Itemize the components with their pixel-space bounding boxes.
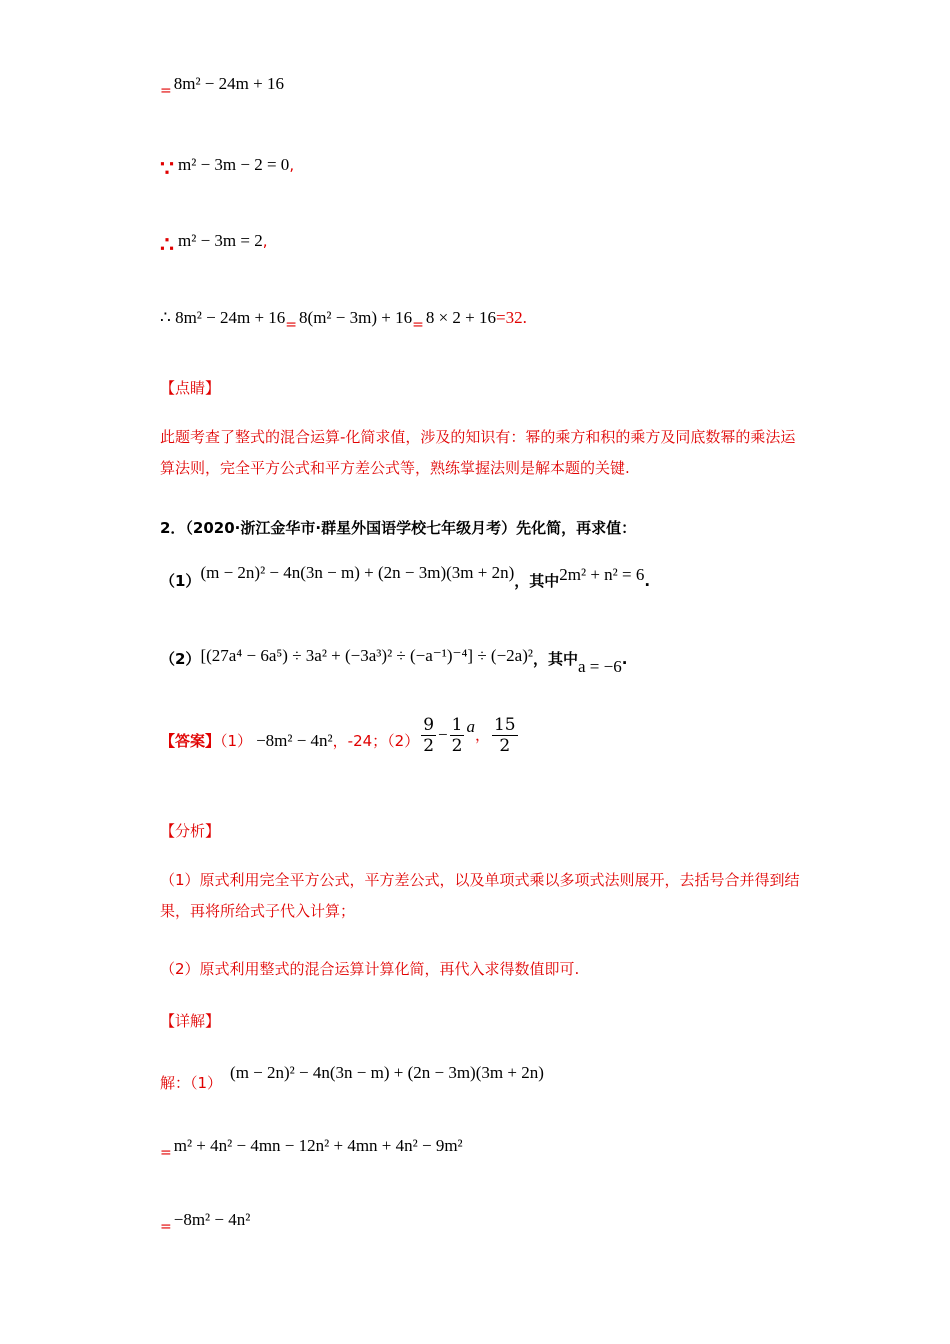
fraction-nine-halves — [421, 715, 436, 756]
equals-sign: = — [160, 1219, 172, 1235]
math-expression: ∴ 8m² − 24m + 16 — [160, 308, 286, 327]
detail-step-2 — [160, 1210, 251, 1235]
therefore-symbol: ∴ — [160, 232, 174, 258]
step-line-4 — [160, 308, 527, 333]
math-expression: 8m² − 24m + 16 — [173, 74, 284, 93]
denominator: 2 — [423, 736, 435, 756]
variable-a: a — [466, 717, 475, 736]
numerator: 9 — [423, 715, 435, 735]
detail-start-line — [160, 1062, 544, 1092]
solution-label: 解：（1） — [160, 1074, 223, 1092]
problem-2-part-1 — [160, 563, 651, 591]
comma: , — [262, 232, 268, 250]
condition-expression: a = −6 — [577, 657, 622, 676]
dianjing-paragraph: 此题考查了整式的混合运算-化简求值，涉及的知识有：幂的乘方和积的乘方及同底数幂的乘法运算法则，完全平方公式和平方差公式等，熟练掌握法则是解本题的关键. — [160, 428, 796, 477]
answer-value: ，-24； — [332, 732, 388, 750]
denominator: 2 — [451, 736, 463, 756]
condition-expression: 2m² + n² = 6 — [559, 565, 645, 584]
condition-text: ，其中 — [532, 650, 578, 668]
math-expression: −8m² − 4n² — [173, 1210, 251, 1229]
condition-text: ，其中 — [514, 572, 560, 590]
math-expression: [(27a⁴ − 6a⁵) ÷ 3a² + (−3a³)² ÷ (−a⁻¹)⁻⁴] ÷ (−2a)² — [200, 646, 533, 665]
answer-line — [160, 715, 520, 756]
period: . — [621, 650, 628, 668]
step-line-1 — [160, 74, 284, 99]
math-expression: m² − 3m = 2 — [178, 231, 263, 250]
numerator: 15 — [493, 715, 516, 735]
answer-title: 【答案】 — [160, 732, 221, 750]
numerator: 1 — [451, 715, 463, 735]
comma: , — [289, 156, 295, 174]
math-expression: −8m² − 4n² — [256, 731, 333, 750]
part-label: （1） — [220, 732, 253, 750]
minus-sign: − — [438, 725, 448, 744]
section-title-analysis: 【分析】 — [160, 822, 221, 840]
separator: ， — [474, 726, 490, 744]
analysis-item-1: （1）原式利用完全平方公式，平方差公式，以及单项式乘以多项式法则展开，去括号合并得到结果，再将所给式子代入计算； — [160, 871, 800, 920]
fraction-fifteen-halves — [492, 715, 518, 756]
equals-sign: = — [160, 1145, 172, 1161]
equals-sign: = — [412, 317, 424, 333]
problem-2-header: 2．（2020·浙江金华市·群星外国语学校七年级月考）先化简，再求值： — [160, 519, 637, 537]
result-value: =32. — [496, 308, 527, 327]
because-symbol: ∵ — [160, 156, 174, 182]
part-label: （2） — [387, 732, 420, 750]
part-label: （2） — [160, 650, 201, 668]
math-expression: m² − 3m − 2 = 0 — [178, 155, 290, 174]
denominator: 2 — [499, 736, 511, 756]
step-line-3 — [160, 226, 268, 258]
equals-sign: = — [160, 83, 172, 99]
math-expression: 8 × 2 + 16 — [425, 308, 496, 327]
section-title-detail: 【详解】 — [160, 1012, 221, 1030]
period: . — [644, 572, 651, 590]
math-expression: m² + 4n² − 4mn − 12n² + 4mn + 4n² − 9m² — [173, 1136, 463, 1155]
part-label: （1） — [160, 572, 201, 590]
math-expression: (m − 2n)² − 4n(3n − m) + (2n − 3m)(3m + 2n) — [200, 563, 515, 582]
section-title-dianjing: 【点睛】 — [160, 379, 221, 397]
step-line-2 — [160, 150, 295, 182]
analysis-item-2: （2）原式利用整式的混合运算计算化简，再代入求得数值即可. — [160, 960, 580, 978]
detail-step-1 — [160, 1136, 463, 1161]
math-expression: (m − 2n)² − 4n(3n − m) + (2n − 3m)(3m + 2n) — [230, 1063, 544, 1082]
equals-sign: = — [285, 317, 298, 333]
fraction-one-half — [450, 715, 465, 756]
problem-2-part-2 — [160, 646, 628, 676]
math-expression: 8(m² − 3m) + 16 — [299, 308, 413, 327]
